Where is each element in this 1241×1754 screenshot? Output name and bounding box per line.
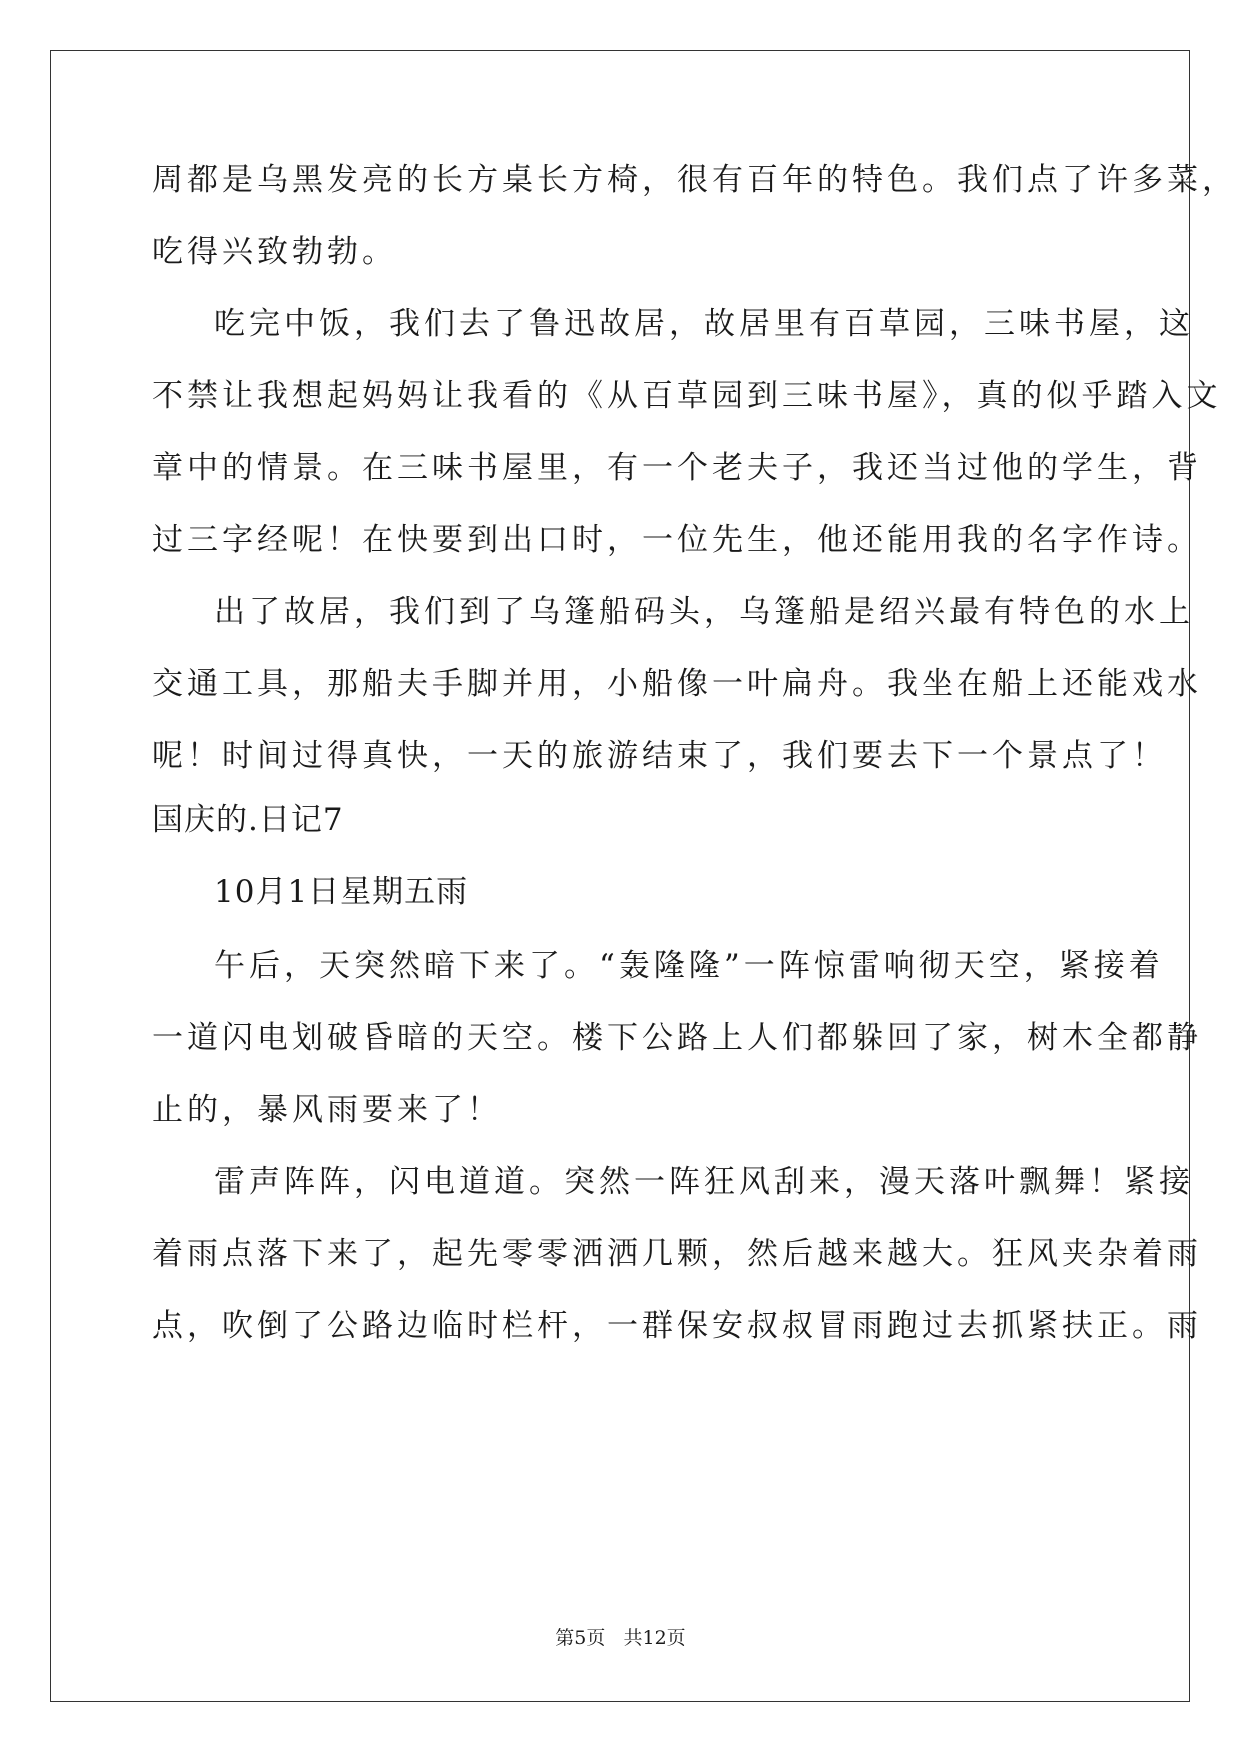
paragraph-start-line: 吃完中饭，我们去了鲁迅故居，故居里有百草园，三味书屋，这 [214,306,1194,342]
text-line: 章中的情景。在三味书屋里，有一个老夫子，我还当过他的学生，背 [152,450,1202,486]
text-line: 着雨点落下来了，起先零零洒洒几颗，然后越来越大。狂风夹杂着雨 [152,1236,1202,1272]
text-line: 不禁让我想起妈妈让我看的《从百草园到三味书屋》，真的似乎踏入文 [152,378,1222,414]
text-line: 过三字经呢！在快要到出口时，一位先生，他还能用我的名字作诗。 [152,522,1202,558]
text-line: 一道闪电划破昏暗的天空。楼下公路上人们都躲回了家，树木全都静 [152,1020,1202,1056]
text-line: 止的，暴风雨要来了！ [152,1092,502,1128]
text-line: 呢！时间过得真快，一天的旅游结束了，我们要去下一个景点了！ [152,738,1167,774]
paragraph-start-line: 出了故居，我们到了乌篷船码头，乌篷船是绍兴最有特色的水上 [214,594,1194,630]
page-number: 第5页 共12页 [555,1627,686,1649]
text-line: 点，吹倒了公路边临时栏杆，一群保安叔叔冒雨跑过去抓紧扶正。雨 [152,1308,1202,1344]
section-heading: 国庆的.日记7 [152,802,344,838]
date-line: 10月1日星期五雨 [214,874,469,910]
paragraph-start-line: 午后，天突然暗下来了。“轰隆隆”一阵惊雷响彻天空，紧接着 [214,948,1164,984]
text-line: 吃得兴致勃勃。 [152,234,397,270]
page-footer [0,1626,1241,1650]
paragraph-start-line: 雷声阵阵，闪电道道。突然一阵狂风刮来，漫天落叶飘舞！紧接 [214,1164,1194,1200]
text-line: 周都是乌黑发亮的长方桌长方椅，很有百年的特色。我们点了许多菜， [152,162,1237,198]
text-line: 交通工具，那船夫手脚并用，小船像一叶扁舟。我坐在船上还能戏水 [152,666,1202,702]
